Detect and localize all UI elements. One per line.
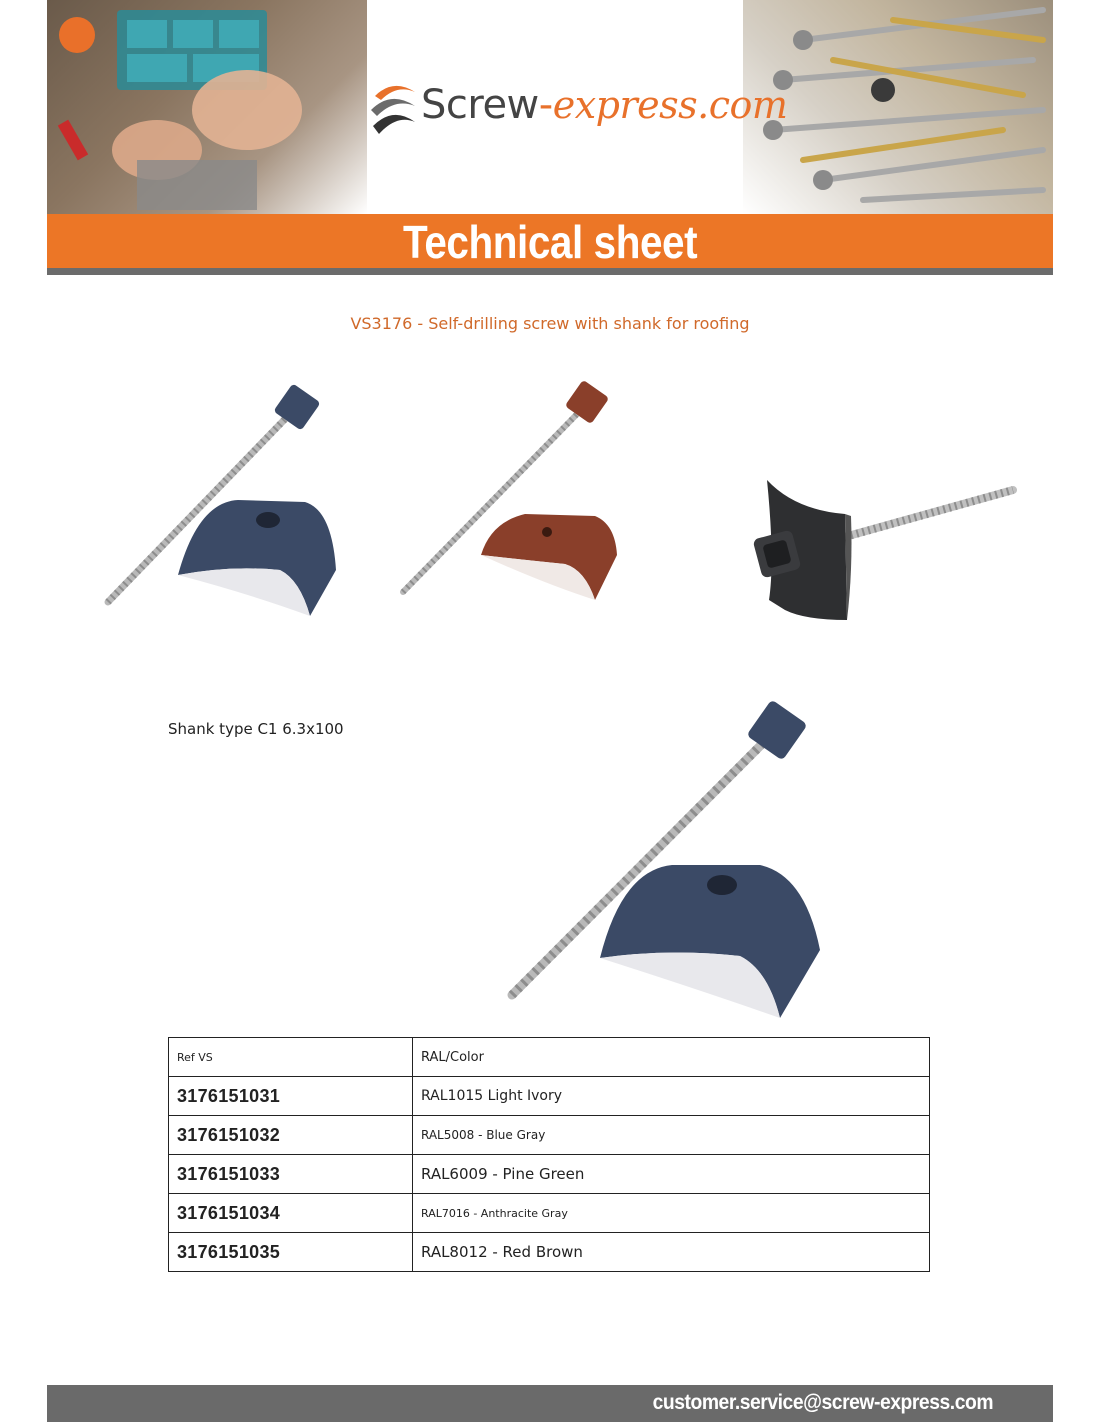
ref-cell: 3176151031 <box>169 1077 413 1116</box>
product-image-blue-gray <box>100 380 350 630</box>
table-row <box>169 1116 930 1155</box>
color-cell: RAL6009 - Pine Green <box>413 1155 930 1194</box>
color-cell: RAL8012 - Red Brown <box>413 1233 930 1272</box>
header-ref-vs: Ref VS <box>169 1038 413 1077</box>
table-row <box>169 1155 930 1194</box>
header-ral-color: RAL/Color <box>413 1038 930 1077</box>
ref-cell: 3176151033 <box>169 1155 413 1194</box>
color-cell: RAL7016 - Anthracite Gray <box>413 1194 930 1233</box>
screws-photo <box>743 0 1053 214</box>
product-image-red-brown <box>395 380 635 610</box>
ref-cell: 3176151035 <box>169 1233 413 1272</box>
table-row <box>169 1194 930 1233</box>
tools-photo <box>47 0 367 214</box>
color-cell: RAL1015 Light Ivory <box>413 1077 930 1116</box>
product-image-large <box>500 700 830 1025</box>
logo-text-dash: - <box>538 82 553 128</box>
ref-cell: 3176151032 <box>169 1116 413 1155</box>
swoosh-logo-icon <box>369 76 419 140</box>
contact-email[interactable]: customer.service@screw-express.com <box>652 1391 993 1414</box>
page-title: Technical sheet <box>402 216 698 268</box>
table-row <box>169 1233 930 1272</box>
product-title: VS3176 - Self-drilling screw with shank for roofing <box>350 314 750 333</box>
title-banner <box>47 214 1053 275</box>
product-image-anthracite <box>735 470 1025 630</box>
color-cell: RAL5008 - Blue Gray <box>413 1116 930 1155</box>
shank-type-label: Shank type C1 6.3x100 <box>168 720 344 738</box>
table-header-row <box>169 1038 930 1077</box>
ref-cell: 3176151034 <box>169 1194 413 1233</box>
header-banner-image <box>47 0 1053 214</box>
logo-text-screw: Screw <box>421 82 539 128</box>
logo <box>369 76 788 140</box>
table-row <box>169 1077 930 1116</box>
reference-table <box>168 1037 930 1272</box>
logo-text-express: express.com <box>552 83 788 127</box>
footer-bar <box>47 1385 1053 1422</box>
